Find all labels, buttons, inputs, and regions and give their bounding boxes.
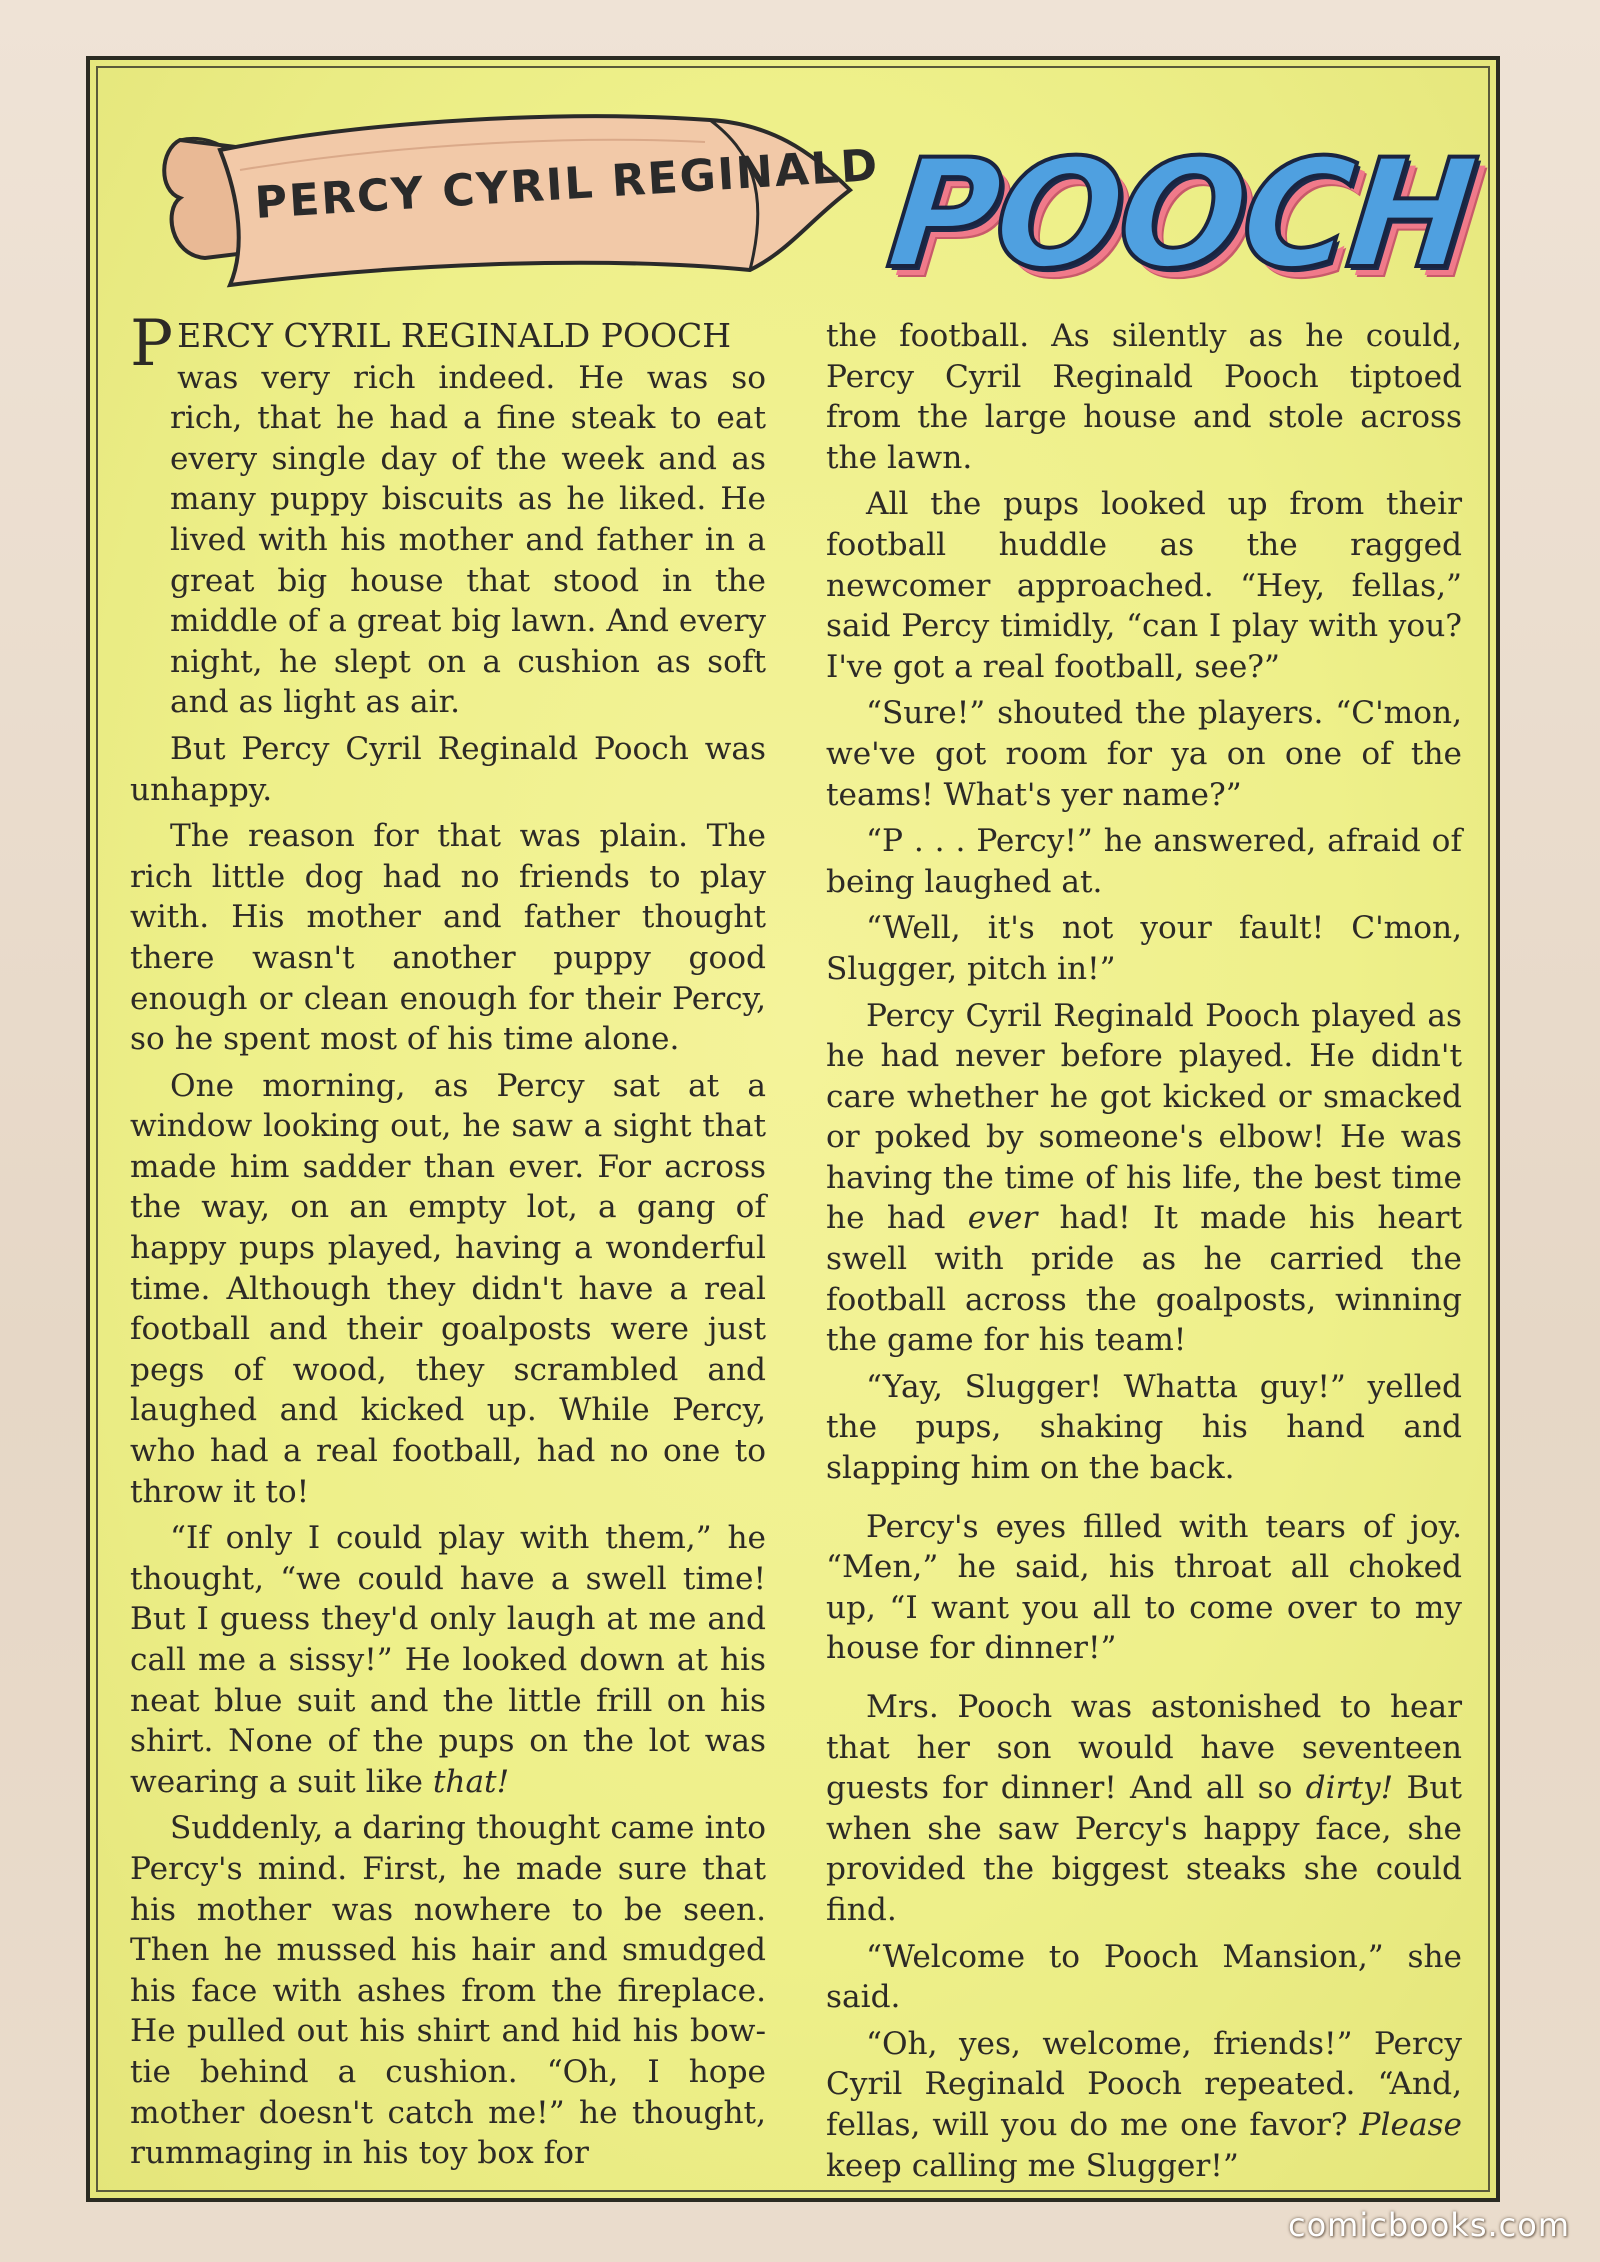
opening-caps: ERCY CYRIL REGINALD POOCH <box>177 316 732 355</box>
emphasis: that! <box>432 1763 510 1800</box>
paragraph: “Well, it's not your fault! C'mon, Slugger, pitch in!” <box>826 910 1462 987</box>
paragraph-text: Mrs. Pooch was astonished to hear that her son would have seventeen guests for dinner! And all so <box>826 1689 1462 1807</box>
story-header <box>150 80 1480 350</box>
emphasis: dirty! <box>1305 1770 1394 1807</box>
paragraph-text: had! It made his heart swell with pride as he carried the football across the goalposts, winning the game for his team! <box>826 1200 1462 1359</box>
site-watermark: comicbooks.com <box>1287 2206 1570 2244</box>
paragraph <box>826 2024 1462 2186</box>
right-column <box>826 316 1463 2184</box>
story-title: POOCH <box>880 128 1480 302</box>
paragraph: “Sure!” shouted the players. “C'mon, we've got room for ya on one of the teams! What's yer name?” <box>826 695 1462 813</box>
paragraph <box>826 996 1462 1361</box>
left-column <box>130 307 766 2172</box>
story-panel <box>86 56 1500 2202</box>
paragraph: “P . . . Percy!” he answered, afraid of being laughed at. <box>826 823 1462 900</box>
paragraph <box>130 307 766 723</box>
paragraph: Suddenly, a daring thought came into Percy's mind. First, he made sure that his mother was nowhere to be seen. Then he mussed his hair and smudged his face with ashes from the fireplace. He pulled out his shirt and hid his bow-tie behind a cushion. “Oh, I hope mother doesn't catch me!” he thought, rummaging in his toy box for <box>130 1810 766 2172</box>
paragraph: One morning, as Percy sat at a window looking out, he saw a sight that made him sadder than ever. For across the way, on an empty lot, a gang of happy pups played, having a wonderful time. Although they didn't have a real football and their goalposts were just pegs of wood, they scrambled and laughed and kicked up. While Percy, who had a real football, had no one to throw it to! <box>130 1067 766 1510</box>
drop-cap: P <box>130 307 174 381</box>
paragraph-text: Percy Cyril Reginald Pooch played as he had never before played. He didn't care whether he got kicked or smacked or poked by someone's elbow! He was having the time of his life, the best time he had <box>826 997 1462 1237</box>
emphasis: ever <box>967 1200 1038 1237</box>
paragraph-text: But when she saw Percy's happy face, she provided the biggest steaks she could find. <box>826 1770 1462 1928</box>
paragraph: the football. As silently as he could, Percy Cyril Reginald Pooch tiptoed from the large house and stole across the lawn. <box>826 318 1462 476</box>
emphasis: Please <box>1359 2106 1463 2143</box>
paragraph <box>826 1687 1462 1931</box>
paragraph: “Welcome to Pooch Mansion,” she said. <box>826 1938 1462 2016</box>
paragraph-text: “If only I could play with them,” he thought, “we could have a swell time! But I guess they'd only laugh at me and call me a sissy!” He looked down at his neat blue suit and the little frill on his shirt. None of the pups on the lot was wearing a suit like <box>130 1520 766 1800</box>
paragraph-text <box>130 307 766 723</box>
paragraph-text: keep calling me Slugger!” <box>826 2147 1239 2184</box>
paragraph: Percy's eyes filled with tears of joy. “Men,” he said, his throat all choked up, “I want you all to come over to my house for dinner!” <box>826 1508 1462 1667</box>
paragraph <box>130 1518 766 1802</box>
paragraph: But Percy Cyril Reginald Pooch was unhappy. <box>130 730 766 808</box>
paragraph-text: was very rich indeed. He was so rich, that he had a fine steak to eat every single day of the week and as many puppy biscuits as he liked. He lived with his mother and father in a great big house that stood in the middle of a great big lawn. And every night, he slept on a cushion as soft and as light as air. <box>170 359 766 721</box>
paragraph-gap <box>826 1675 1462 1687</box>
paragraph-text: “Oh, yes, welcome, friends!” Percy Cyril Reginald Pooch repeated. “And, fellas, will you do me one favor? <box>826 2025 1462 2143</box>
paragraph: All the pups looked up from their football huddle as the ragged newcomer approached. “Hey, fellas,” said Percy timidly, “can I play with you? I've got a real football, see?” <box>826 486 1462 685</box>
paragraph: The reason for that was plain. The rich little dog had no friends to play with. His mother and father thought there wasn't another puppy good enough or clean enough for their Percy, so he spent most of his time alone. <box>130 818 766 1058</box>
paragraph: “Yay, Slugger! Whatta guy!” yelled the pups, shaking his hand and slapping him on the back. <box>826 1368 1462 1487</box>
paragraph-gap <box>826 1495 1462 1507</box>
banner-subtitle: PERCY CYRIL REGINALD <box>253 139 881 229</box>
story-body <box>130 307 1463 2184</box>
